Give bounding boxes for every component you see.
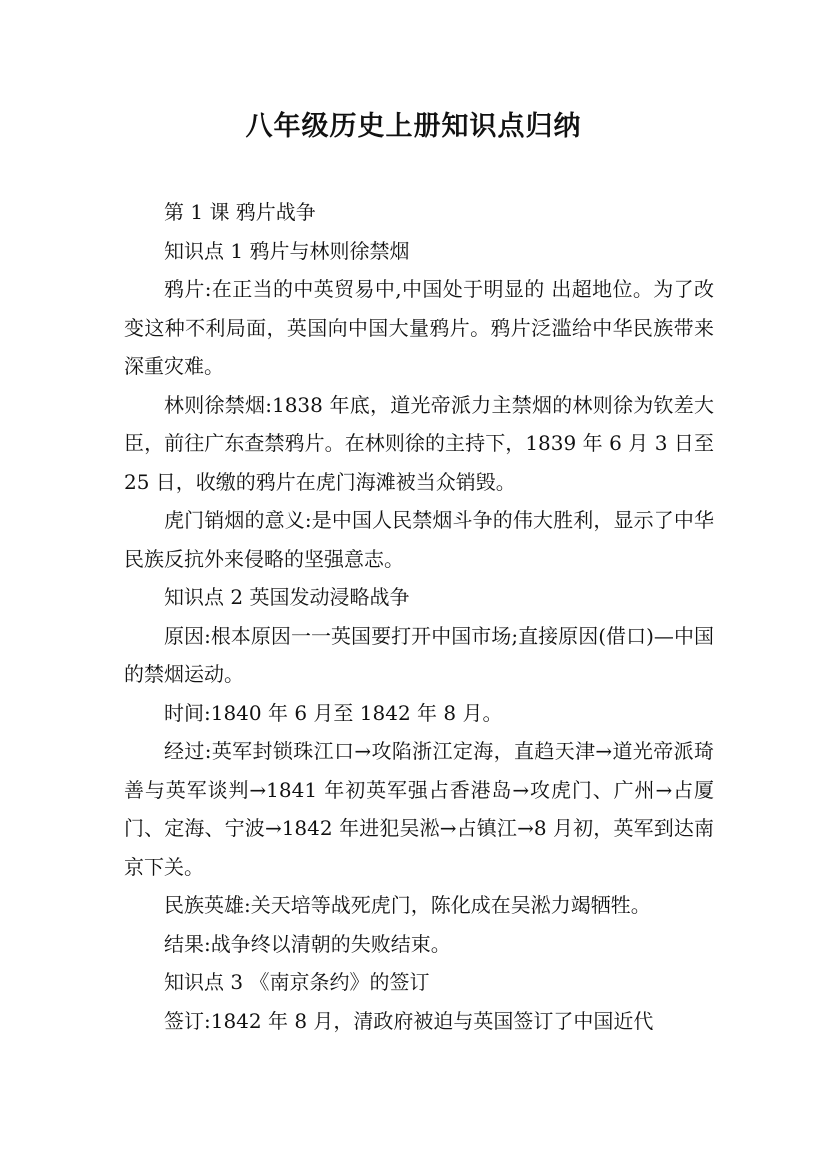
knowledge-point-heading: 知识点 1 鸦片与林则徐禁烟 xyxy=(164,238,410,263)
knowledge-point-heading: 知识点 2 英国发动浸略战争 xyxy=(164,585,410,609)
paragraph-course: 经过:英军封锁珠江口→攻陷浙江定海，直趋天津→道光帝派琦善与英军谈判→1841 年初英军强占香港岛→攻虎门、广州→占厦门、定海、宁波→1842 年进犯吴淞→占镇江→8 月初，英军到达南京下关。 xyxy=(124,739,714,879)
paragraph-heroes: 民族英雄:关天培等战死虎门，陈化成在吴淞力竭牺牲。 xyxy=(164,893,651,917)
lesson-heading: 第 1 课 鸦片战争 xyxy=(164,200,316,224)
paragraph-humen-significance: 虎门销烟的意义:是中国人民禁烟斗争的伟大胜利，显示了中华民族反抗外来侵略的坚强意志。 xyxy=(124,508,714,571)
document-title: 八年级历史上册知识点归纳 xyxy=(245,111,582,142)
document-body xyxy=(124,193,714,1040)
paragraph-lin-zexu: 林则徐禁烟:1838 年底，道光帝派力主禁烟的林则徐为钦差大臣，前往广东查禁鸦片。在林则徐的主持下，1839 年 6 月 3 日至 25 日，收缴的鸦片在虎门海滩被当众销毁。 xyxy=(124,392,714,494)
paragraph-opium: 鸦片:在正当的中英贸易中,中国处于明显的 出超地位。为了改变这种不利局面，英国向中国大量鸦片。鸦片泛滥给中华民族带来深重灾难。 xyxy=(124,277,714,378)
paragraph-cause: 原因:根本原因一一英国要打开中国市场;直接原因(借口)—中国的禁烟运动。 xyxy=(124,623,714,686)
paragraph-time: 时间:1840 年 6 月至 1842 年 8 月。 xyxy=(164,700,503,725)
knowledge-point-heading: 知识点 3 《南京条约》的签订 xyxy=(164,970,430,994)
paragraph-result: 结果:战争终以清朝的失败结束。 xyxy=(164,931,451,956)
paragraph-treaty-signing: 签订:1842 年 8 月，清政府被迫与英国签订了中国近代 xyxy=(164,1008,654,1033)
